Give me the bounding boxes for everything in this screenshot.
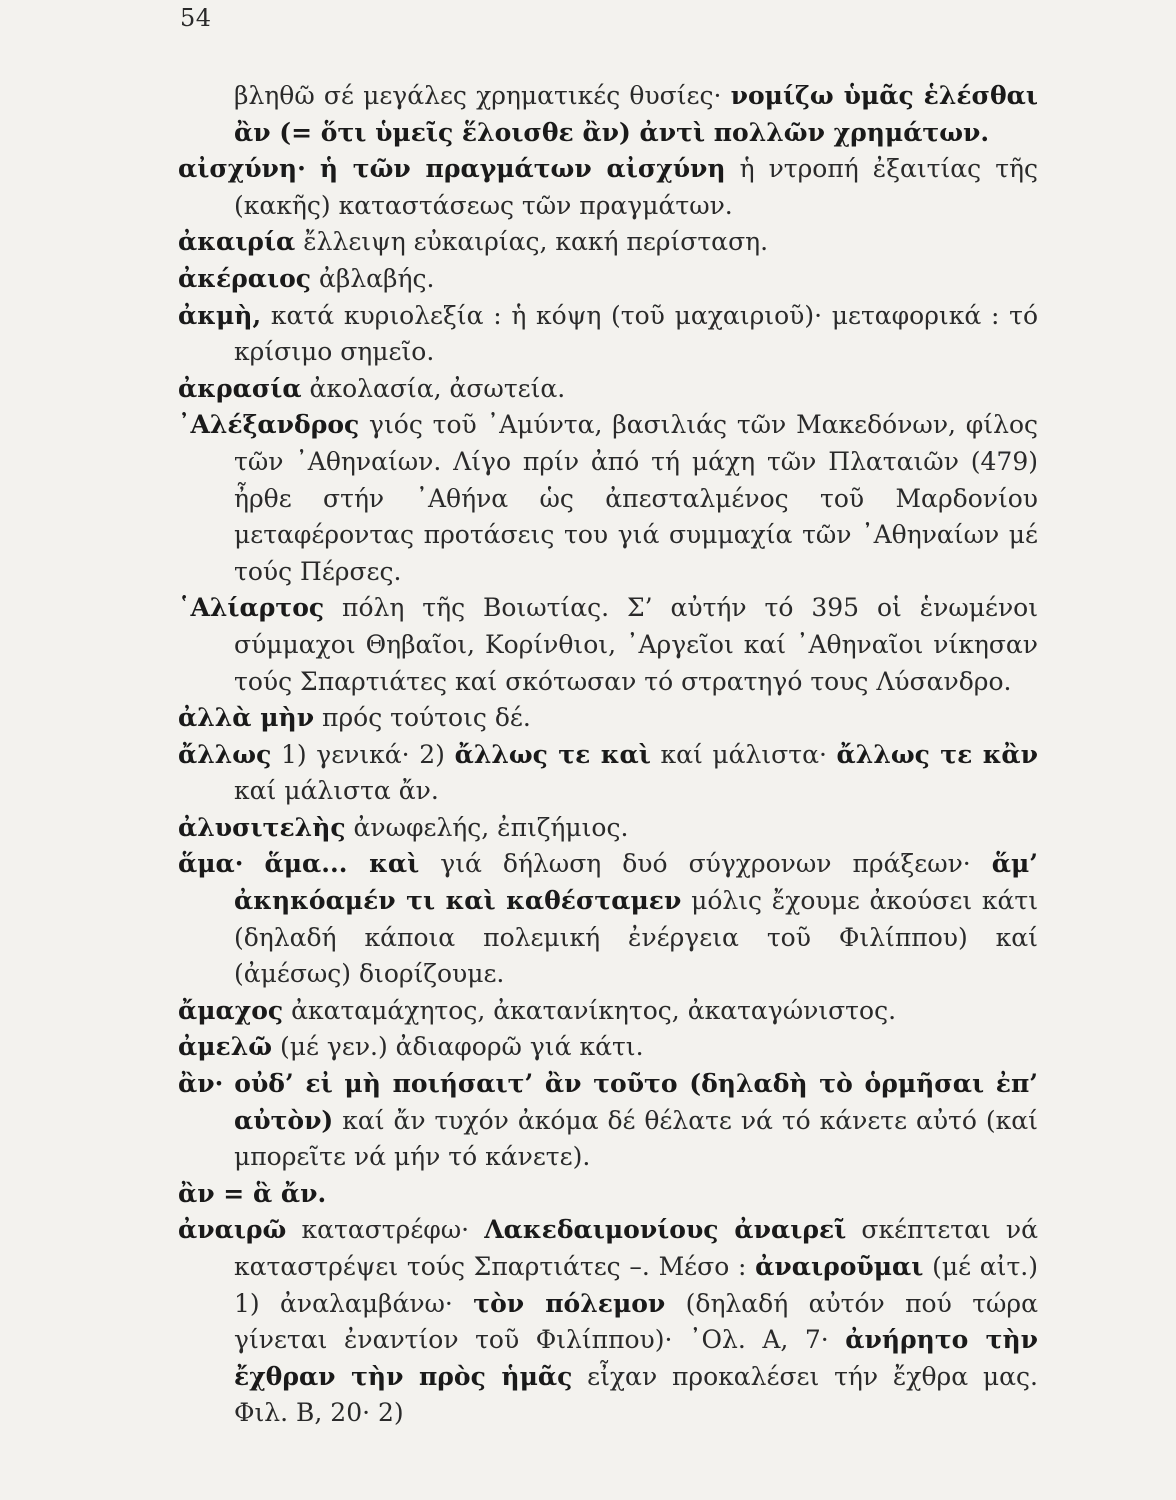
entry-headword: ἀλλὰ μὴν <box>178 703 315 733</box>
entry-headword: αἰσχύνη· <box>178 154 306 184</box>
entry-headword: ἀκμὴ, <box>178 300 262 330</box>
glossary-entry: ἀκαιρία ἔλλειψη εὐκαιρίας, κακή περίσταση. <box>178 227 769 257</box>
glossary-entry: ἄλλως 1) γενικά· 2) ἄλλως τε καὶ καί μάλιστα· ἄλλως τε κἂν καί μάλιστα ἄν. <box>178 739 1039 806</box>
entry-headword: ἀκαιρία <box>178 227 296 257</box>
glossary-entry: ᾿Αλέξανδρος γιός τοῦ ᾿Αμύντα, βασιλιάς τῶν Μακεδόνων, φίλος τῶν ᾿Αθηναίων. Λίγο πρίν ἀπό τή μάχη τῶν Πλαταιῶν (479) ἦρθε στήν ᾿Αθήνα ὡς ἀπεσταλμένος τοῦ Μαρδονίου μεταφέροντας προτάσεις του γιά συμμαχία τῶν ᾿Αθηναίων μέ τούς Πέρσες. <box>178 410 1038 586</box>
glossary-entry: ἀλλὰ μὴν πρός τούτοις δέ. <box>178 703 531 733</box>
entry-headword: ἀκέραιος <box>178 263 312 293</box>
entry-headword: ἄμαχος <box>178 995 284 1025</box>
glossary-entry: αἰσχύνη· ἡ τῶν πραγμάτων αἰσχύνη ἡ ντροπή ἐξαιτίας τῆς (κακῆς) καταστάσεως τῶν πραγμάτων. <box>178 154 1038 220</box>
glossary-entry: ἀκμὴ, κατά κυριολεξία : ἡ κόψη (τοῦ μαχαιριοῦ)· μεταφορικά : τό κρίσιμο σημεῖο. <box>178 300 1038 367</box>
entry-headword: ἄλλως <box>178 739 272 769</box>
glossary-entry-continuation: βληθῶ σέ μεγάλες χρηματικές θυσίες· νομίζω ὑμᾶς ἑλέσθαι ἂν (= ὅτι ὑμεῖς ἕλοισθε ἂν) ἀντὶ πολλῶν χρημάτων. <box>234 81 1038 147</box>
glossary-entry: ἂν· οὐδ’ εἰ μὴ ποιήσαιτ’ ἂν τοῦτο (δηλαδὴ τὸ ὁρμῆσαι ἐπ’ αὐτὸν) καί ἄν τυχόν ἀκόμα δέ θέλατε νά τό κάνετε αὐτό (καί μπορεῖτε νά μήν τό κάνετε). <box>178 1069 1038 1172</box>
glossary-entry <box>178 1176 1038 1213</box>
glossary-entry: ἀκρασία ἀκολασία, ἀσωτεία. <box>178 373 566 403</box>
glossary-content <box>178 78 1038 1432</box>
glossary-entry: ἀλυσιτελὴς ἀνωφελής, ἐπιζήμιος. <box>178 812 629 842</box>
glossary-entry: ἀκέραιος ἀβλαβής. <box>178 263 435 293</box>
glossary-entry: ἅμα· ἅμα... καὶ γιά δήλωση δυό σύγχρονων πράξεων· ἅμ’ ἀκηκόαμέν τι καὶ καθέσταμεν μόλις ἔχουμε ἀκούσει κάτι (δηλαδή κάποια πολεμική ἐνέργεια τοῦ Φιλίππου) καί (ἀμέσως) διορίζουμε. <box>178 849 1039 989</box>
entry-headword: ἀκρασία <box>178 373 302 403</box>
glossary-entry: ἀναιρῶ καταστρέφω· Λακεδαιμονίους ἀναιρεῖ σκέπτεται νά καταστρέψει τούς Σπαρτιάτες –. Μέσο : ἀναιροῦμαι (μέ αἰτ.) 1) ἀναλαμβάνω· τὸν πόλεμον (δηλαδή αὐτόν πού τώρα γίνεται ἐναντίον τοῦ Φιλίππου)· ᾿Ολ. Α, 7· ἀνήρητο τὴν ἔχθραν τὴν πρὸς ἡμᾶς εἶχαν προκαλέσει τήν ἔχθρα μας. Φιλ. Β, 20· 2) <box>178 1215 1039 1428</box>
entry-headword: ῾Αλίαρτος <box>178 593 325 623</box>
entry-headword: ἀναιρῶ <box>178 1215 287 1245</box>
entry-headword: ἂν· <box>178 1069 224 1099</box>
entry-headword: ᾿Αλέξανδρος <box>178 410 360 440</box>
page-number: 54 <box>180 4 212 32</box>
glossary-entry: ῾Αλίαρτος πόλη τῆς Βοιωτίας. Σ’ αὐτήν τό 395 οἱ ἑνωμένοι σύμμαχοι Θηβαῖοι, Κορίνθιοι, ᾿Αργεῖοι καί ᾿Αθηναῖοι νίκησαν τούς Σπαρτιάτες καί σκότωσαν τό στρατηγό τους Λύσανδρο. <box>178 593 1038 696</box>
entry-headword: ἀλυσιτελὴς <box>178 812 346 842</box>
glossary-entry: ἄμαχος ἀκαταμάχητος, ἀκατανίκητος, ἀκαταγώνιστος. <box>178 995 897 1025</box>
glossary-entry: ἀμελῶ (μέ γεν.) ἀδιαφορῶ γιά κάτι. <box>178 1032 644 1062</box>
entry-headword: ἂν = ἃ ἄν. <box>178 1178 327 1208</box>
entry-headword: ἀμελῶ <box>178 1032 273 1062</box>
entry-headword: ἅμα· <box>178 849 244 879</box>
